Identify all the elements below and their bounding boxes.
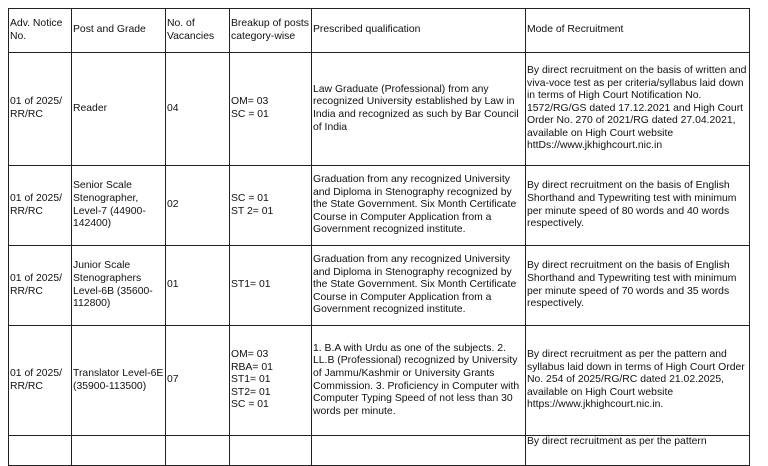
breakup-line: OM= 03 (231, 349, 269, 361)
cell-vacancies: 04 (166, 53, 230, 166)
cell-post: Translator Level-6E (35900-113500) (72, 326, 166, 436)
header-qualification: Prescribed qualification (312, 9, 526, 53)
header-adv-notice: Adv. Notice No. (9, 9, 72, 53)
cell-notice: 01 of 2025/ RR/RC (9, 166, 72, 246)
cell-breakup (230, 53, 312, 166)
breakup-line: ST 2= 01 (231, 205, 274, 217)
cell-notice (9, 436, 72, 466)
cell-post (72, 436, 166, 466)
cell-mode: By direct recruitment as per the pattern (526, 436, 750, 466)
breakup-line: ST1= 01 (231, 374, 271, 386)
cell-notice: 01 of 2025/ RR/RC (9, 326, 72, 436)
cell-breakup (230, 166, 312, 246)
table-header-row (9, 9, 750, 53)
header-vacancies: No. of Vacancies (166, 9, 230, 53)
cell-breakup (230, 436, 312, 466)
cell-qualification: Graduation from any recognized University and Diploma in Stenography recognized by the State Government. Six Month Certificate Course in Computer Application from a Government recognized institute. (312, 246, 526, 326)
breakup-line: RBA= 01 (231, 361, 273, 373)
cell-qualification (312, 436, 526, 466)
table-row (9, 326, 750, 436)
breakup-line: SC = 01 (231, 399, 269, 411)
breakup-line: ST1= 01 (231, 279, 271, 291)
breakup-line: SC = 01 (231, 109, 269, 120)
header-post-grade: Post and Grade (72, 9, 166, 53)
cell-mode: By direct recruitment as per the pattern and syllabus laid down in terms of High Court Order No. 254 of 2025/RG/RC dated 21.02.2025, available on High Court website https://www.jkhighcourt.nic.in. (526, 326, 750, 436)
cell-mode: By direct recruitment on the basis of English Shorthand and Typewriting test with minimum per minute speed of 80 words and 40 words respectively. (526, 166, 750, 246)
table-row (9, 53, 750, 166)
cell-vacancies: 02 (166, 166, 230, 246)
breakup-line: OM= 03 (231, 96, 269, 108)
cell-vacancies (166, 436, 230, 466)
cell-post: Junior Scale Stenographers Level-6B (35600-112800) (72, 246, 166, 326)
recruitment-table-container (8, 8, 750, 466)
cell-notice: 01 of 2025/ RR/RC (9, 53, 72, 166)
cell-breakup (230, 326, 312, 436)
cell-mode: By direct recruitment on the basis of English Shorthand and Typewriting test with minimum per minute speed of 70 words and 35 words respectively. (526, 246, 750, 326)
cell-post: Reader (72, 53, 166, 166)
header-mode: Mode of Recruitment (526, 9, 750, 53)
cell-qualification: 1. B.A with Urdu as one of the subjects. 2. LL.B (Professional) recognized by University of Jammu/Kashmir or University Grants Commission. 3. Proficiency in Computer with Computer Typing Speed of not less than 30 words per minute. (312, 326, 526, 436)
cell-mode: By direct recruitment on the basis of written and viva-voce test as per criteria/syllabus laid down in terms of High Court Notification No. 1572/RG/GS dated 17.12.2021 and High Court Order No. 270 of 2021/RG dated 27.04.2021, available on High Court website httDs://www.jkhighcourt.nic.in (526, 53, 750, 166)
breakup-line: ST2= 01 (231, 386, 271, 398)
cell-notice: 01 of 2025/ RR/RC (9, 246, 72, 326)
table-row (9, 436, 750, 466)
cell-vacancies: 07 (166, 326, 230, 436)
header-breakup: Breakup of posts category-wise (230, 9, 312, 53)
recruitment-table (8, 8, 750, 466)
cell-vacancies: 01 (166, 246, 230, 326)
table-row (9, 246, 750, 326)
cell-qualification: Graduation from any recognized University and Diploma in Stenography recognized by the State Government. Six Month Certificate Course in Computer Application from a Government recognized institute. (312, 166, 526, 246)
breakup-line: SC = 01 (231, 192, 269, 204)
cell-qualification: Law Graduate (Professional) from any recognized University established by Law in India and recognized as such by Bar Council of India (312, 53, 526, 166)
cell-post: Senior Scale Stenographer, Level-7 (44900-142400) (72, 166, 166, 246)
cell-breakup (230, 246, 312, 326)
table-row (9, 166, 750, 246)
